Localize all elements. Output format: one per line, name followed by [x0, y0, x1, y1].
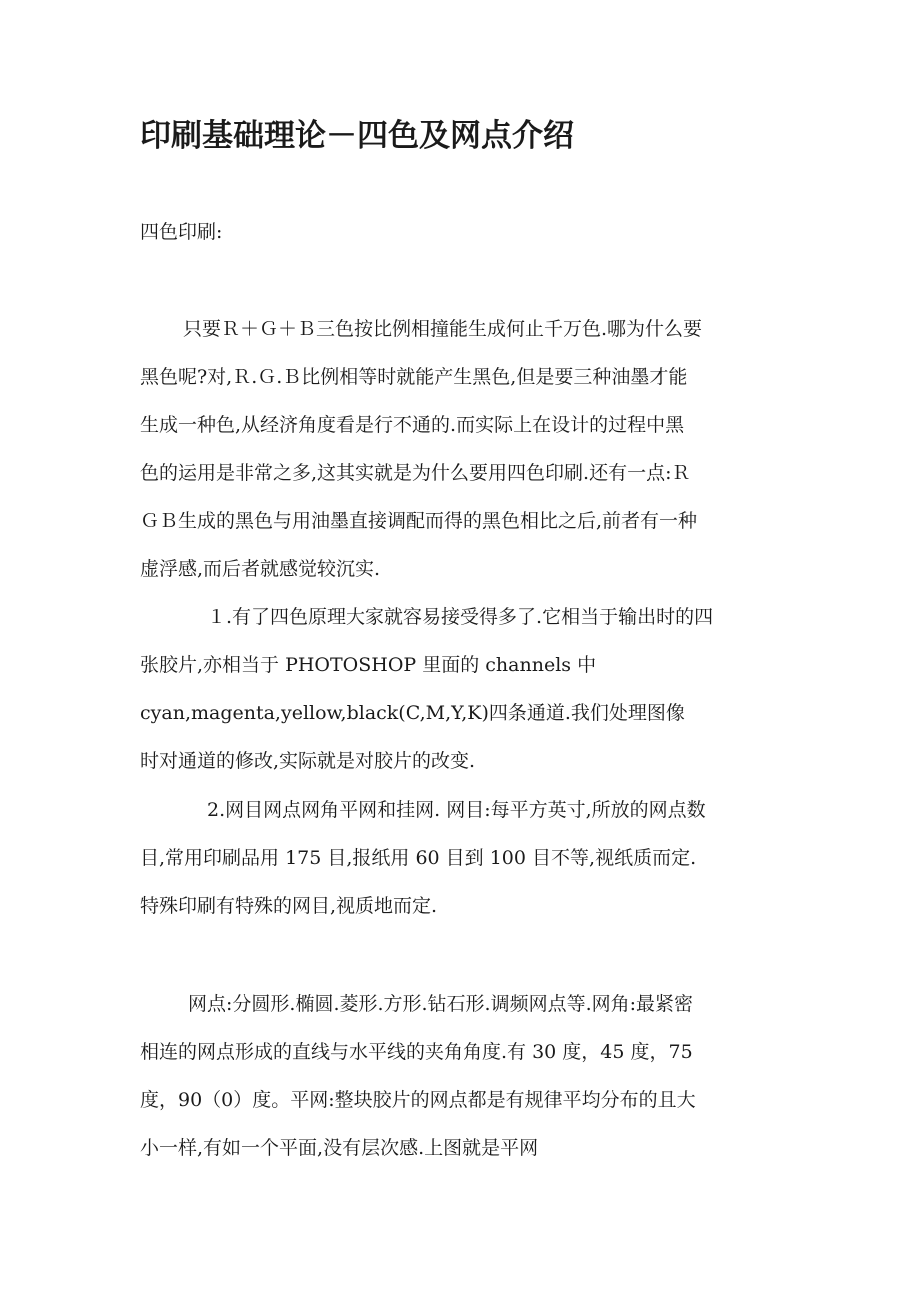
paragraph-2-line-2: 张胶片,亦相当于 PHOTOSHOP 里面的 channels 中 [140, 654, 597, 676]
paragraph-4-line-4: 小一样,有如一个平面,没有层次感.上图就是平网 [140, 1137, 539, 1159]
paragraph-1-line-5: ＧＢ生成的黑色与用油墨直接调配而得的黑色相比之后,前者有一种 [140, 510, 698, 532]
paragraph-4-line-3: 度，90（0）度。平网:整块胶片的网点都是有规律平均分布的且大 [140, 1089, 696, 1111]
document-title: 印刷基础理论－四色及网点介绍 [140, 118, 574, 154]
paragraph-1-line-1: 只要Ｒ＋Ｇ＋Ｂ三色按比例相撞能生成何止千万色.哪为什么要 [183, 318, 703, 340]
paragraph-4-line-2: 相连的网点形成的直线与水平线的夹角角度.有 30 度，45 度，75 [140, 1041, 693, 1063]
paragraph-2-line-4: 时对通道的修改,实际就是对胶片的改变. [140, 750, 476, 772]
paragraph-1-line-4: 色的运用是非常之多,这其实就是为什么要用四色印刷.还有一点:Ｒ [140, 462, 691, 484]
paragraph-4-line-1: 网点:分圆形.椭圆.菱形.方形.钻石形.调频网点等.网角:最紧密 [188, 993, 694, 1015]
paragraph-3-line-2: 目,常用印刷品用 175 目,报纸用 60 目到 100 目不等,视纸质而定. [140, 847, 697, 869]
paragraph-2-line-3: cyan,magenta,yellow,black(C,M,Y,K)四条通道.我们处理图像 [140, 702, 685, 724]
paragraph-2-line-1: １.有了四色原理大家就容易接受得多了.它相当于输出时的四 [207, 606, 714, 628]
section-label-four-color-printing: 四色印刷: [140, 221, 223, 243]
paragraph-1-line-3: 生成一种色,从经济角度看是行不通的.而实际上在设计的过程中黑 [140, 414, 685, 436]
paragraph-3-line-3: 特殊印刷有特殊的网目,视质地而定. [140, 895, 438, 917]
paragraph-3-line-1: 2.网目网点网角平网和挂网. 网目:每平方英寸,所放的网点数 [207, 799, 706, 821]
paragraph-1-line-2: 黑色呢?对,Ｒ.Ｇ.Ｂ比例相等时就能产生黑色,但是要三种油墨才能 [140, 366, 688, 388]
paragraph-1-line-6: 虚浮感,而后者就感觉较沉实. [140, 558, 381, 580]
